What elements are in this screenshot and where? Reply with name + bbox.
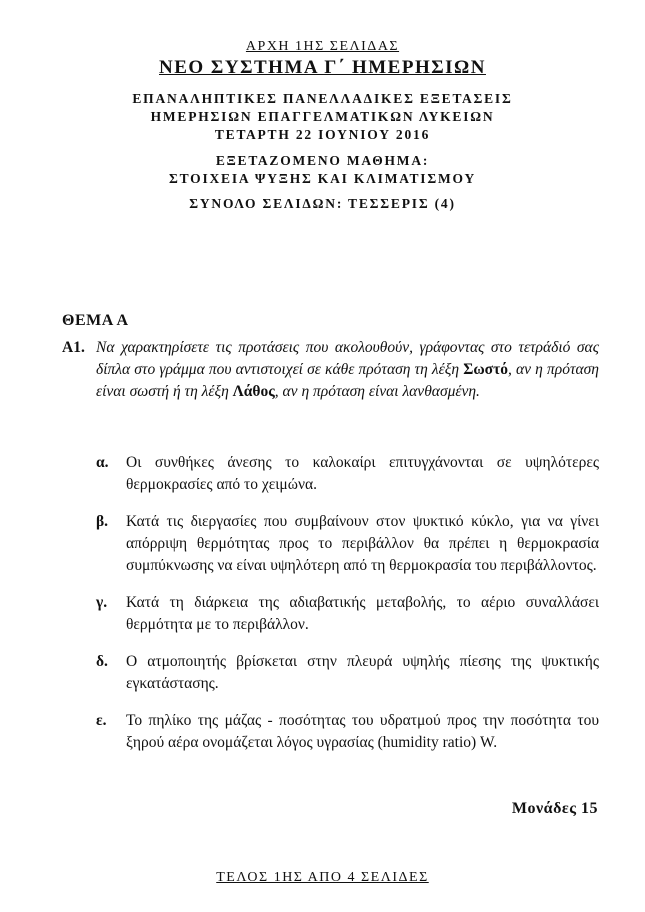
statement-item	[96, 651, 599, 695]
exam-date: ΤΕΤΑΡΤΗ 22 ΙΟΥΝΙΟΥ 2016	[214, 127, 431, 142]
statement-text: Ο ατμοποιητής βρίσκεται στην πλευρά υψηλής πίεσης της ψυκτικής εγκατάστασης.	[126, 653, 599, 692]
statement-text: Οι συνθήκες άνεσης το καλοκαίρι επιτυγχάνονται σε υψηλότερες θερμοκρασίες από το χειμώνα.	[126, 454, 599, 493]
statement-item	[96, 592, 599, 636]
exam-title-line2: ΗΜΕΡΗΣΙΩΝ ΕΠΑΓΓΕΛΜΑΤΙΚΩΝ ΛΥΚΕΙΩΝ	[150, 109, 495, 124]
question-text-part3: , αν η πρόταση είναι λανθασμένη.	[274, 383, 480, 400]
page-end-label: ΤΕΛΟΣ 1ΗΣ ΑΠΟ 4 ΣΕΛΙΔΕΣ	[216, 870, 429, 885]
statement-list	[96, 452, 599, 769]
word-wrong: Λάθος	[232, 383, 275, 400]
word-correct: Σωστό	[463, 361, 509, 378]
statement-text: Το πηλίκο της μάζας - ποσότητας του υδρατμού προς την ποσότητα του ξηρού αέρα ονομάζεται λόγος υγρασίας (humidity ratio) W.	[126, 712, 599, 751]
question-a1	[62, 337, 599, 403]
pages-total: ΣΥΝΟΛΟ ΣΕΛΙΔΩΝ: ΤΕΣΣΕΡΙΣ (4)	[189, 196, 456, 211]
statement-text: Κατά τη διάρκεια της αδιαβατικής μεταβολής, το αέριο συναλλάσει θερμότητα με το περιβάλλον.	[126, 594, 599, 633]
marks-label: Μονάδες 15	[511, 800, 598, 817]
section-title: ΘΕΜΑ Α	[62, 312, 129, 329]
statement-item	[96, 710, 599, 754]
statement-letter: ε.	[96, 712, 107, 729]
statement-letter: α.	[96, 454, 109, 471]
statement-letter: γ.	[96, 594, 108, 611]
statement-letter: β.	[96, 513, 109, 530]
page-header	[0, 38, 645, 213]
statement-letter: δ.	[96, 653, 108, 670]
question-text-part2: , αν η πρόταση είναι σωστή ή τη λέξη	[96, 361, 599, 400]
exam-title-line1: ΕΠΑΝΑΛΗΠΤΙΚΕΣ ΠΑΝΕΛΛΑΔΙΚΕΣ ΕΞΕΤΑΣΕΙΣ	[132, 91, 513, 106]
subject-name: ΣΤΟΙΧΕΙΑ ΨΥΞΗΣ ΚΑΙ ΚΛΙΜΑΤΙΣΜΟΥ	[168, 171, 477, 186]
question-number: Α1.	[62, 339, 85, 356]
statement-item	[96, 511, 599, 577]
system-title: ΝΕΟ ΣΥΣΤΗΜΑ Γ΄ ΗΜΕΡΗΣΙΩΝ	[159, 57, 486, 78]
question-text-part1: Να χαρακτηρίσετε τις προτάσεις που ακολουθούν, γράφοντας στο τετράδιό σας δίπλα στο γράμμα που αντιστοιχεί σε κάθε πρόταση τη λέξη	[96, 339, 599, 378]
question-text	[96, 337, 599, 403]
statement-item	[96, 452, 599, 496]
page-start-label: ΑΡΧΗ 1ΗΣ ΣΕΛΙΔΑΣ	[245, 39, 400, 54]
subject-label: ΕΞΕΤΑΖΟΜΕΝΟ ΜΑΘΗΜΑ:	[215, 153, 430, 168]
statement-text: Κατά τις διεργασίες που συμβαίνουν στον ψυκτικό κύκλο, για να γίνει απόρριψη θερμότητας προς το περιβάλλον θα πρέπει η θερμοκρασία συμπύκνωσης να είναι υψηλότερη από τη θερμοκρασία του περιβάλλοντος.	[126, 513, 599, 574]
